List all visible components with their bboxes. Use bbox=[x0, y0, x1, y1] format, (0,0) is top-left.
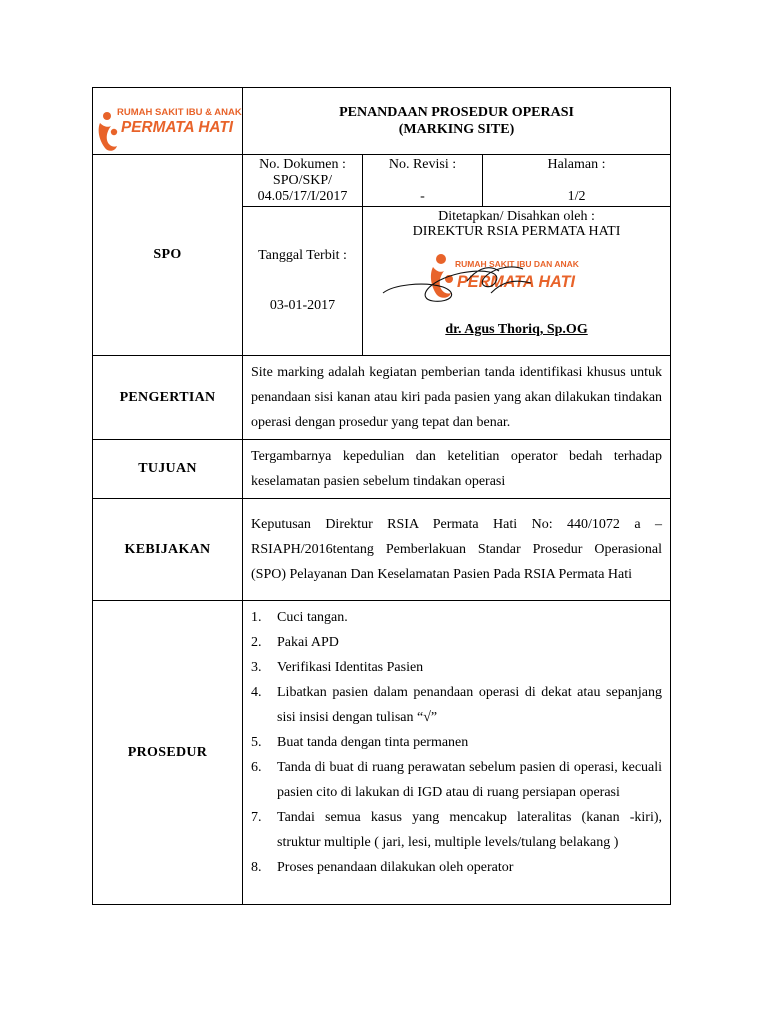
kebijakan-label: KEBIJAKAN bbox=[124, 541, 211, 557]
prosedur-step bbox=[251, 755, 662, 805]
doc-number-line1: SPO/SKP/ bbox=[272, 173, 333, 188]
prosedur-step bbox=[251, 655, 662, 680]
spo-label: SPO bbox=[153, 247, 182, 262]
document-title-line1: PENANDAAN PROSEDUR OPERASI bbox=[339, 105, 574, 120]
prosedur-step-text: Verifikasi Identitas Pasien bbox=[277, 660, 424, 675]
pengertian-text: Site marking adalah kegiatan pemberian tanda identifikasi khusus untuk penandaan sisi kanan atau kiri pada pasien yang akan dilakukan tindakan operasi dengan prosedur yang tepat dan benar. bbox=[243, 356, 671, 440]
prosedur-step-text: Pakai APD bbox=[277, 635, 339, 650]
revision-cell bbox=[363, 155, 483, 207]
doc-number-label: No. Dokumen : bbox=[259, 157, 346, 172]
prosedur-step bbox=[251, 630, 662, 655]
prosedur-step-number: 7. bbox=[251, 810, 262, 825]
prosedur-step-number: 1. bbox=[251, 610, 262, 625]
prosedur-row bbox=[93, 601, 671, 905]
logo-brand-name: PERMATA HATI bbox=[121, 119, 234, 136]
hospital-logo bbox=[93, 88, 243, 154]
prosedur-label: PROSEDUR bbox=[127, 744, 208, 760]
approval-heading bbox=[363, 209, 670, 239]
header-row bbox=[93, 88, 671, 155]
prosedur-step-number: 2. bbox=[251, 635, 262, 650]
prosedur-step-text: Tanda di buat di ruang perawatan sebelum pasien di operasi, kecuali pasien cito di lakukan di IGD atau di ruang persiapan operasi bbox=[277, 760, 663, 800]
revision-label: No. Revisi : bbox=[388, 157, 457, 172]
issue-date-value: 03-01-2017 bbox=[269, 298, 336, 313]
kebijakan-label-cell bbox=[93, 499, 243, 601]
doc-info-row bbox=[93, 155, 671, 207]
prosedur-step-text: Proses penandaan dilakukan oleh operator bbox=[277, 860, 514, 875]
pengertian-label: PENGERTIAN bbox=[119, 389, 216, 405]
prosedur-step-number: 6. bbox=[251, 760, 262, 775]
prosedur-step bbox=[251, 730, 662, 755]
page-cell bbox=[483, 155, 671, 207]
prosedur-step-text: Buat tanda dengan tinta permanen bbox=[277, 735, 469, 750]
prosedur-step-number: 8. bbox=[251, 860, 262, 875]
prosedur-step bbox=[251, 605, 662, 630]
prosedur-step-text: Cuci tangan. bbox=[277, 610, 348, 625]
tujuan-text: Tergambarnya kepedulian dan ketelitian operator bedah terhadap keselamatan pasien sebelum tindakan operasi bbox=[243, 440, 671, 499]
stamp-hospital-line: RUMAH SAKIT IBU DAN ANAK bbox=[455, 259, 579, 269]
prosedur-step-number: 4. bbox=[251, 685, 262, 700]
doc-number-cell bbox=[243, 155, 363, 207]
prosedur-cell bbox=[243, 601, 671, 905]
prosedur-step-number: 5. bbox=[251, 735, 262, 750]
tujuan-label-cell bbox=[93, 440, 243, 499]
logo-hospital-line: RUMAH SAKIT IBU & ANAK bbox=[117, 107, 242, 118]
prosedur-step-number: 3. bbox=[251, 660, 262, 675]
page-value: 1/2 bbox=[567, 189, 586, 204]
issue-date-label: Tanggal Terbit : bbox=[258, 248, 347, 263]
approval-line1: Ditetapkan/ Disahkan oleh : bbox=[438, 209, 595, 224]
prosedur-step bbox=[251, 805, 662, 855]
mother-child-icon bbox=[99, 112, 118, 151]
kebijakan-text: Keputusan Direktur RSIA Permata Hati No: 440/1072 a – RSIAPH/2016tentang Pemberlakuan Standar Prosedur Operasional (SPO) Pelayanan Dan Keselamatan Pasien Pada RSIA Permata Hati bbox=[243, 499, 671, 601]
signature-stamp bbox=[363, 241, 671, 321]
document-title-line2: (MARKING SITE) bbox=[398, 122, 515, 137]
spo-document-table bbox=[92, 87, 671, 905]
doc-number-line2: 04.05/17/I/2017 bbox=[257, 189, 348, 204]
title-cell bbox=[243, 88, 671, 155]
stamp-brand-name: PERMATA HATI bbox=[457, 272, 577, 291]
spo-label-cell bbox=[93, 155, 243, 356]
document-title bbox=[243, 104, 670, 138]
tujuan-row bbox=[93, 440, 671, 499]
prosedur-steps-list bbox=[243, 601, 670, 884]
approval-cell bbox=[363, 207, 671, 356]
prosedur-step-text: Libatkan pasien dalam penandaan operasi di dekat atau sepanjang sisi insisi dengan tulisan “√” bbox=[277, 685, 663, 725]
pengertian-label-cell bbox=[93, 356, 243, 440]
pengertian-row bbox=[93, 356, 671, 440]
prosedur-step-text: Tandai semua kasus yang mencakup lateralitas (kanan -kiri), struktur multiple ( jari, lesi, multiple levels/tulang belakang ) bbox=[277, 810, 663, 850]
kebijakan-row bbox=[93, 499, 671, 601]
prosedur-step bbox=[251, 855, 662, 880]
approval-line2: DIREKTUR RSIA PERMATA HATI bbox=[412, 224, 621, 239]
logo-cell bbox=[93, 88, 243, 155]
prosedur-step bbox=[251, 680, 662, 730]
revision-value: - bbox=[420, 189, 425, 204]
issue-date-cell bbox=[243, 207, 363, 356]
signatory-name: dr. Agus Thoriq, Sp.OG bbox=[445, 322, 588, 337]
prosedur-label-cell bbox=[93, 601, 243, 905]
tujuan-label: TUJUAN bbox=[138, 461, 197, 476]
page-label: Halaman : bbox=[547, 157, 606, 172]
